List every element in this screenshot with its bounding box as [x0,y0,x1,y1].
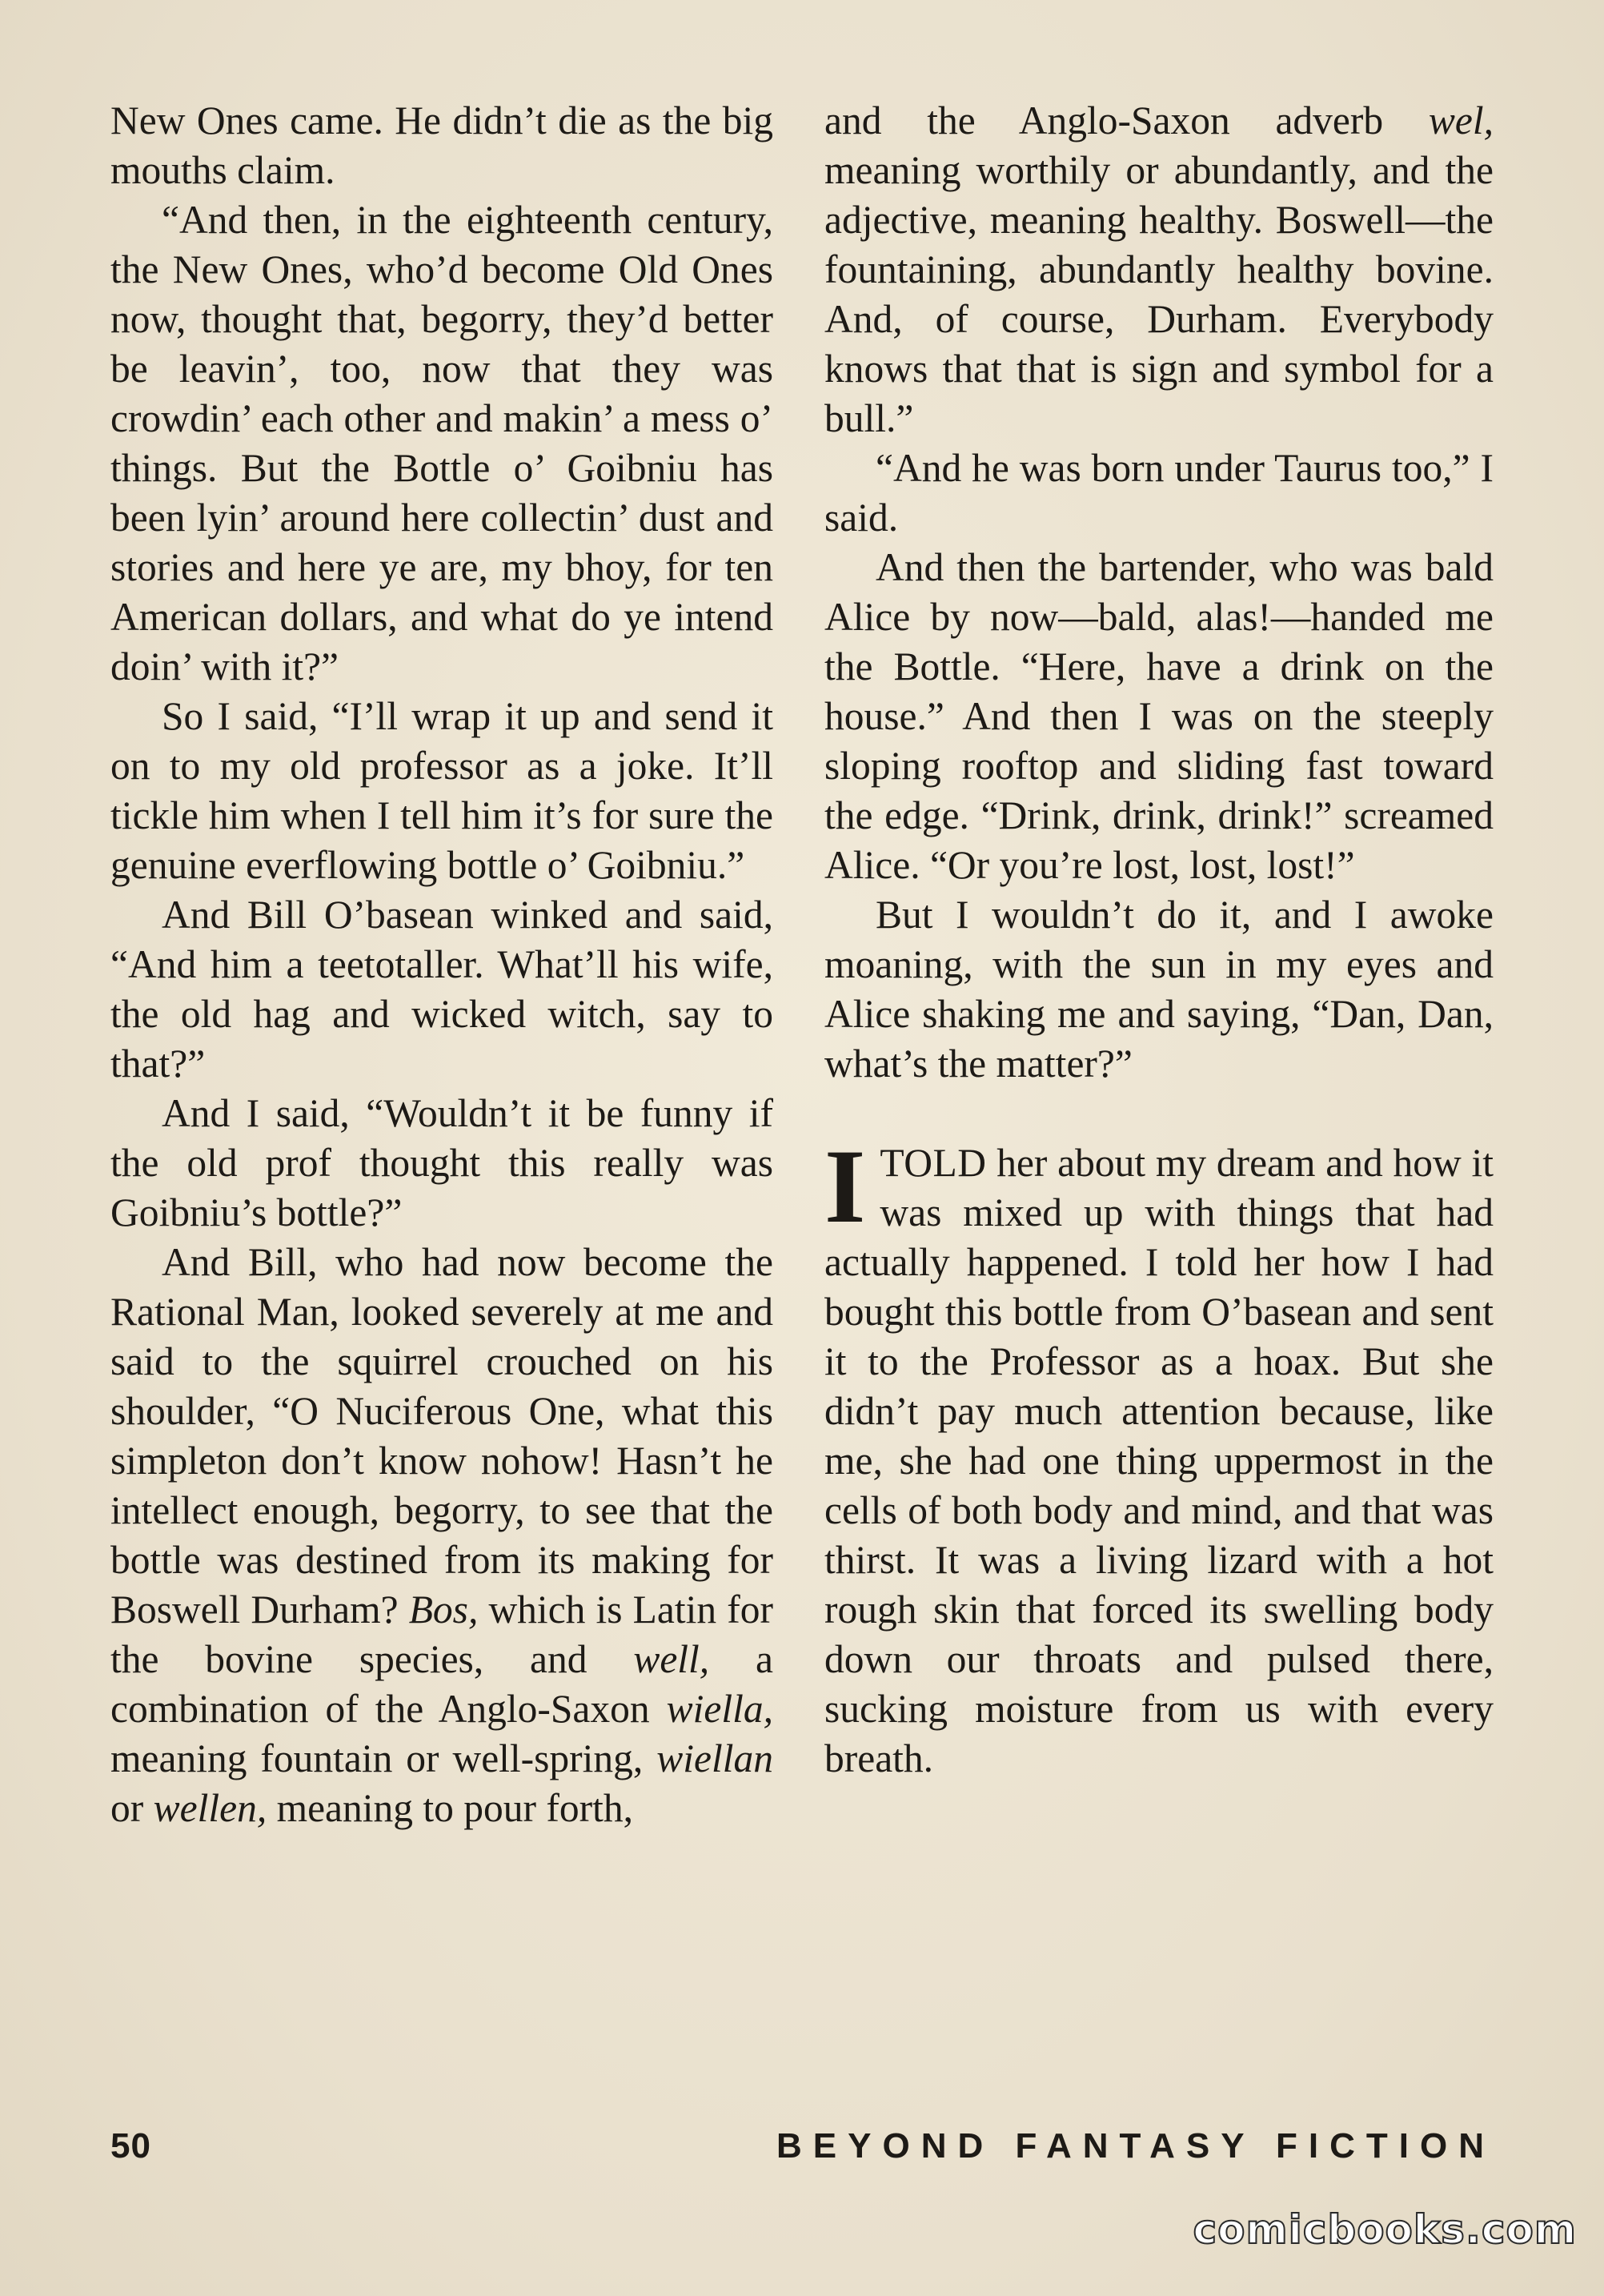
italic-word: Bos, [408,1588,479,1632]
drop-cap: I [824,1127,866,1245]
text-run: meaning fountain or well-spring, [110,1736,657,1780]
text-run: meaning to pour forth, [267,1786,633,1830]
text-run: a combination of the Anglo-Saxon [110,1637,773,1731]
watermark-logo: comicbooks.com [1193,2206,1577,2253]
text-run: And then the bartender, who was bald Alice by now—bald, alas!—handed me the Bottle. “Here, have a drink on the house.” And then I was on the steeply sloping rooftop and sliding fast toward the edge. “Drink, drink, drink!” screamed Alice. “Or you’re lost, lost, lost!” [824,545,1494,887]
running-title: BEYOND FANTASY FICTION [776,2126,1495,2166]
text-run: which is Latin for the bovine species, and [110,1588,773,1681]
text-run: And Bill, who had now become the Rational Man, looked severely at me and said to the squirrel crouched on his shoulder, “O Nuciferous One, what this simpleton don’t know nohow! Hasn’t he intellect enough, begorry, to see that the bottle was destined from its making for Boswell Durham? [110,1240,773,1632]
left-text-column [110,96,773,1833]
right-text-column [824,96,1494,1784]
paragraph [824,890,1494,1089]
paragraph [824,96,1494,444]
paragraph [110,96,773,195]
paragraph [110,890,773,1089]
paragraph [110,1089,773,1238]
text-run: “And then, in the eighteenth century, the New Ones, who’d become Old Ones now, thought that, begorry, they’d better be leavin’, too, now that they was crowdin’ each other and makin’ a mess o’ things. But the Bottle o’ Goibniu has been lyin’ around here collectin’ dust and stories and here ye are, my bhoy, for ten American dollars, and what do ye intend doin’ with it?” [110,198,773,688]
text-run: And Bill O’basean winked and said, “And him a teetotaller. What’ll his wife, the old hag and wicked witch, say to that?” [110,893,773,1086]
italic-word: wel, [1428,98,1494,142]
right-column-paragraphs [824,96,1494,1089]
text-run: And I said, “Wouldn’t it be funny if the old prof thought this really was Goibniu’s bottle?” [110,1091,773,1234]
text-run: So I said, “I’ll wrap it up and send it on to my old professor as a joke. It’ll tickle him when I tell him it’s for sure the genuine everflowing bottle o’ Goibniu.” [110,694,773,887]
paragraph [110,692,773,890]
paragraph [110,1238,773,1833]
text-run: “And he was born under Taurus too,” I said. [824,446,1494,540]
text-run: New Ones came. He didn’t die as the big mouths claim. [110,98,773,192]
italic-word: wiellan [656,1736,773,1780]
text-run: and the Anglo-Saxon adverb [824,98,1429,142]
page-number: 50 [110,2126,151,2166]
section-lead-word: TOLD [880,1141,987,1185]
paragraph [110,195,773,692]
section-body-text: her about my dream and how it was mixed up with things that had actually happened. I told her how I had bought this bottle from O’basean and sent it to the Professor as a hoax. But she didn’t pay much attention because, like me, she had one thing uppermost in the cells of both body and mind, and that was thirst. It was a living lizard with a hot rough skin that forced its swelling body down our throats and pulsed there, sucking moisture from us with every breath. [824,1141,1494,1780]
paragraph [824,543,1494,890]
paragraph [824,444,1494,543]
section-opening-paragraph [824,1127,1494,1784]
italic-word: well, [633,1637,710,1681]
text-run: meaning worthily or abundantly, and the adjective, meaning healthy. Boswell—the fountaining, abundantly healthy bovine. And, of course, Durham. Everybody knows that that is sign and symbol for a bull.” [824,148,1494,440]
italic-word: wiella, [666,1687,773,1731]
text-run: But I wouldn’t do it, and I awoke moaning, with the sun in my eyes and Alice shaking me and saying, “Dan, Dan, what’s the matter?” [824,893,1494,1086]
text-run: or [110,1786,154,1830]
italic-word: wellen, [153,1786,267,1830]
